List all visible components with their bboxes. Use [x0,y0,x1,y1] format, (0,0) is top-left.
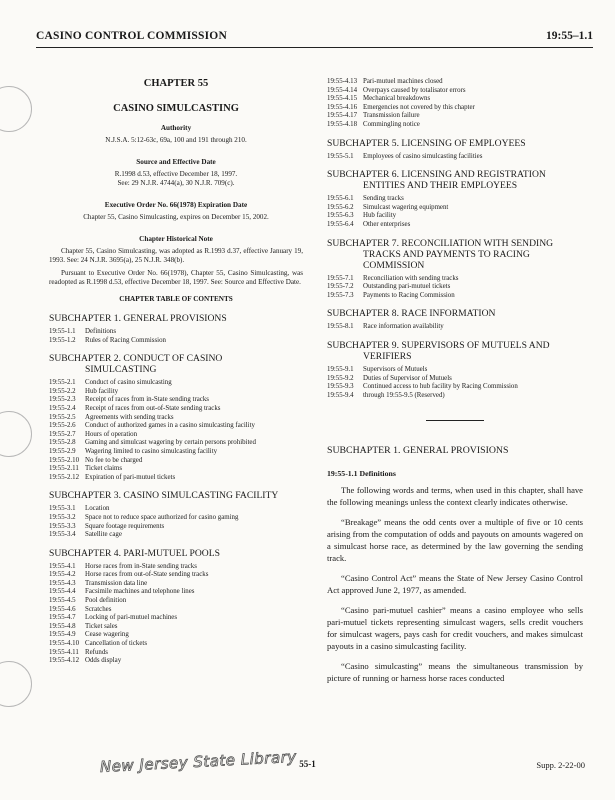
toc-entry[interactable]: 19:55-4.15 Mechanical breakdowns [327,95,431,103]
header-section: 19:55–1.1 [546,30,593,42]
section-divider [426,420,484,421]
toc-entry[interactable]: 19:55-4.12 Odds display [49,657,122,665]
right-column [327,78,583,692]
chapter-number: CHAPTER 55 [143,78,209,89]
body-paragraph: “Breakage” means the odd cents over a multiple of five or 10 cents arising from the computation of odds and payouts on amounts wagered on a simulcast horse race, as determined by the law governing the sending track. [327,517,583,564]
authority-heading: Authority [160,124,192,132]
subchapter-heading: SUBCHAPTER 7. RECONCILIATION WITH SENDING TRACKS AND PAYMENTS TO RACING COMMISSION [327,237,554,271]
toc-entry[interactable]: 19:55-1.2 Rules of Racing Commission [49,336,166,344]
toc-list [49,505,303,539]
header-title: CASINO CONTROL COMMISSION [36,30,227,42]
toc-entry[interactable]: 19:55-4.18 Commingling notice [327,120,420,128]
toc-entry[interactable]: 19:55-4.14 Overpays caused by totalisator errors [327,86,466,94]
toc-list [327,195,583,229]
body-paragraph: “Casino simulcasting” means the simultaneous transmission by picture of running or harness horse races conducted [327,661,583,684]
history-paragraph: Pursuant to Executive Order No. 66(1978), Chapter 55, Casino Simulcasting, was readopted as R.1998 d.53, effective December 18, 1997. See: Source and Effective Date. [49,269,303,286]
toc-entry[interactable]: 19:55-2.2 Hub facility [49,387,119,395]
toc-entry[interactable]: 19:55-9.4 through 19:55-9.5 (Reserved) [327,391,445,399]
subchapter-heading: SUBCHAPTER 3. CASINO SIMULCASTING FACILITY [49,490,279,502]
running-header [36,30,593,46]
toc-entry[interactable]: 19:55-3.1 Location [49,505,110,513]
toc-entry[interactable]: 19:55-2.10 No fee to be charged [49,456,143,464]
toc-entry[interactable]: 19:55-4.1 Horse races from in-State sending tracks [49,562,197,570]
toc-entry[interactable]: 19:55-3.3 Square footage requirements [49,522,165,530]
toc-title: CHAPTER TABLE OF CONTENTS [119,295,233,303]
authority-text: N.J.S.A. 5:12-63c, 69a, 100 and 191 through 210. [105,136,247,144]
exec-order-heading: Executive Order No. 66(1978) Expiration Date [104,201,248,209]
toc-entry[interactable]: 19:55-4.10 Cancellation of tickets [49,640,147,648]
toc-list [327,78,583,130]
toc-entry[interactable]: 19:55-9.3 Continued access to hub facility by Racing Commission [327,383,518,391]
header-rule [36,47,593,48]
subchapter-heading: SUBCHAPTER 6. LICENSING AND REGISTRATION ENTITIES AND THEIR EMPLOYEES [327,169,546,192]
toc-entry[interactable]: 19:55-2.1 Conduct of casino simulcasting [49,379,172,387]
toc-entry[interactable]: 19:55-4.16 Emergencies not covered by this chapter [327,103,475,111]
toc-entry[interactable]: 19:55-7.2 Outstanding pari-mutuel tickets [327,283,451,291]
toc-list [327,366,583,400]
body-subchapter-heading: SUBCHAPTER 1. GENERAL PROVISIONS [327,445,509,457]
history-heading: Chapter Historical Note [139,235,213,243]
subchapter-heading: SUBCHAPTER 8. RACE INFORMATION [327,308,496,320]
body-paragraph: “Casino pari-mutuel cashier” means a casino employee who sells pari-mutuel tickets representing simulcast wagers, sells credit vouchers for simulcast wagers, pays cash for credit vouchers, and makes simulcast payouts in a casino simulcasting facility. [327,605,583,652]
section-heading: 19:55-1.1 Definitions [327,469,396,479]
toc-entry[interactable]: 19:55-4.9 Cease wagering [49,631,129,639]
toc-list [49,379,303,482]
source-line: R.1998 d.53, effective December 18, 1997. [114,170,238,178]
toc-entry[interactable]: 19:55-9.1 Supervisors of Mutuels [327,365,428,373]
history-paragraph: Chapter 55, Casino Simulcasting, was adopted as R.1993 d.37, effective January 19, 1993. See: 24 N.J.R. 3695(a), 25 N.J.R. 348(b). [49,247,303,264]
toc-list [327,323,583,332]
supplement-date: Supp. 2-22-00 [536,760,585,770]
toc-entry[interactable]: 19:55-4.7 Locking of pari-mutuel machines [49,614,178,622]
toc-list [327,153,583,162]
toc-entry[interactable]: 19:55-8.1 Race information availability [327,323,444,331]
toc-entry[interactable]: 19:55-4.3 Transmission data line [49,579,148,587]
toc-entry[interactable]: 19:55-2.3 Receipt of races from in-State sending tracks [49,396,209,404]
toc-entry[interactable]: 19:55-4.17 Transmission failure [327,112,420,120]
exec-order-text: Chapter 55, Casino Simulcasting, expires on December 15, 2002. [83,213,269,221]
toc-entry[interactable]: 19:55-6.3 Hub facility [327,212,397,220]
toc-list [49,328,303,345]
chapter-title: CASINO SIMULCASTING [113,103,239,114]
binder-hole [0,86,32,132]
toc-entry[interactable]: 19:55-2.7 Hours of operation [49,430,138,438]
toc-list [49,563,303,666]
toc-entry[interactable]: 19:55-9.2 Duties of Supervisor of Mutuels [327,374,452,382]
subchapter-heading: SUBCHAPTER 9. SUPERVISORS OF MUTUELS AND VERIFIERS [327,339,550,362]
source-heading: Source and Effective Date [136,158,216,166]
toc-entry[interactable]: 19:55-2.4 Receipt of races from out-of-State sending tracks [49,404,221,412]
left-column [49,78,303,666]
toc-entry[interactable]: 19:55-6.1 Sending tracks [327,195,404,203]
toc-entry[interactable]: 19:55-4.11 Refunds [49,648,108,656]
toc-entry[interactable]: 19:55-4.8 Ticket sales [49,622,118,630]
subchapter-heading: SUBCHAPTER 5. LICENSING OF EMPLOYEES [327,137,526,149]
toc-list [327,275,583,301]
toc-entry[interactable]: 19:55-3.2 Space not to reduce space authorized for casino gaming [49,513,239,521]
toc-entry[interactable]: 19:55-1.1 Definitions [49,328,117,335]
toc-entry[interactable]: 19:55-2.8 Gaming and simulcast wagering by certain persons prohibited [49,439,256,447]
subchapter-heading: SUBCHAPTER 4. PARI-MUTUEL POOLS [49,547,220,559]
binder-hole [0,661,32,707]
toc-entry[interactable]: 19:55-2.5 Agreements with sending tracks [49,413,174,421]
binder-hole [0,411,32,457]
toc-entry[interactable]: 19:55-6.4 Other enterprises [327,220,411,228]
toc-entry[interactable]: 19:55-3.4 Satellite cage [49,531,122,539]
toc-entry[interactable]: 19:55-7.3 Payments to Racing Commission [327,291,455,299]
toc-entry[interactable]: 19:55-7.1 Reconciliation with sending tracks [327,274,459,282]
subchapter-heading: SUBCHAPTER 2. CONDUCT OF CASINO SIMULCASTING [49,353,223,376]
toc-entry[interactable]: 19:55-4.4 Facsimile machines and telephone lines [49,588,195,596]
toc-entry[interactable]: 19:55-6.2 Simulcast wagering equipment [327,203,449,211]
subchapter-heading: SUBCHAPTER 1. GENERAL PROVISIONS [49,313,227,324]
toc-entry[interactable]: 19:55-2.9 Wagering limited to casino simulcasting facility [49,447,218,455]
toc-entry[interactable]: 19:55-4.6 Scratches [49,605,112,613]
library-stamp: New Jersey State Library [99,747,298,776]
toc-entry[interactable]: 19:55-4.5 Pool definition [49,597,127,605]
toc-entry[interactable]: 19:55-4.2 Horse races from out-of-State sending tracks [49,571,209,579]
toc-entry[interactable]: 19:55-4.13 Pari-mutuel machines closed [327,78,443,85]
toc-entry[interactable]: 19:55-2.6 Conduct of authorized games in a casino simulcasting facility [49,422,255,430]
body-paragraph: “Casino Control Act” means the State of New Jersey Casino Control Act approved June 2, 1977, as amended. [327,573,583,596]
toc-entry[interactable]: 19:55-2.12 Expiration of pari-mutuel tickets [49,473,176,481]
page-number: 55-1 [299,759,316,769]
source-line: See: 29 N.J.R. 4744(a), 30 N.J.R. 709(c). [117,179,235,187]
toc-entry[interactable]: 19:55-2.11 Ticket claims [49,465,123,473]
body-paragraph: The following words and terms, when used in this chapter, shall have the following meanings unless the context clearly indicates otherwise. [327,485,583,508]
toc-entry[interactable]: 19:55-5.1 Employees of casino simulcasting facilities [327,152,483,160]
